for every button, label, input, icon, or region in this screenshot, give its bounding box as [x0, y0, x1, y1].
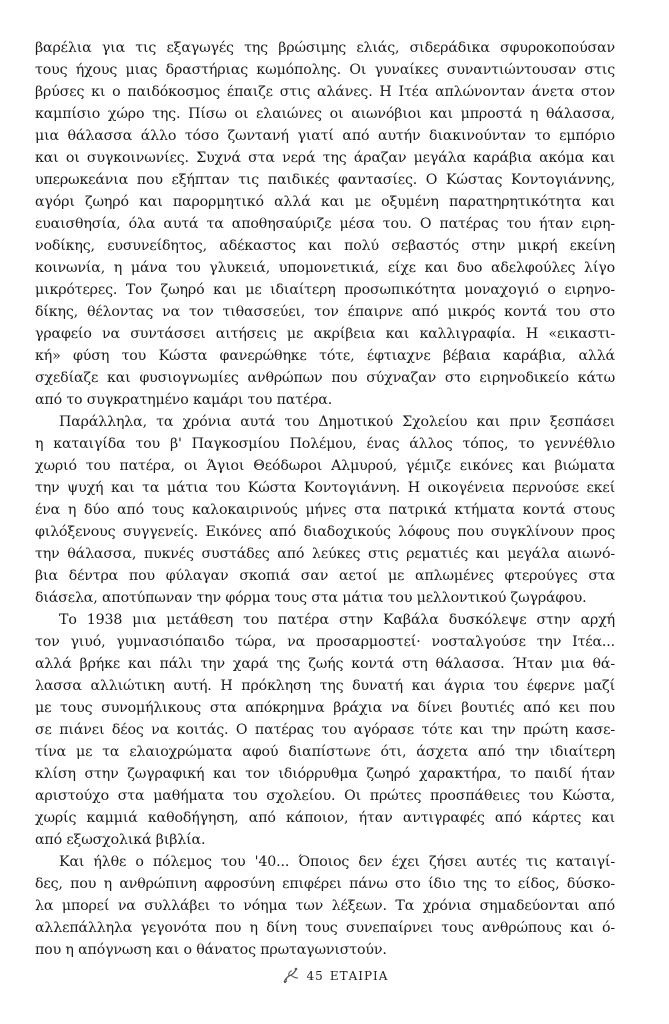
text-line: χωριό του πατέρα, οι Άγιοι Θεόδωροι Αλμυρού, γέμιζε εικόνες και βιώματα: [35, 458, 615, 474]
text-line: νοδίκης, ευσυνείδητος, αδέκαστος και πολύ σεβαστός στην μικρή εκείνη: [35, 238, 615, 254]
text-line: σε πιάνει δέος να κοιτάς. Ο πατέρας του αγόρασε τότε και την πρώτη κασε-: [35, 722, 615, 738]
paragraph-start-line: Και ήλθε ο πόλεμος του '40... Όποιος δεν έχει ζήσει αυτές τις καταιγί-: [59, 854, 615, 870]
text-line: ευαισθησία, όλα αυτά τα αποθησαύριζε μέσα του. Ο πατέρας του ήταν ειρη-: [35, 216, 615, 232]
text-line: μια θάλασσα άλλο τόσο ζωντανή γιατί από αυτήν διακινούνταν το εμπόριο: [35, 128, 615, 144]
text-line: κή» φύση του Κώστα φανερώθηκε τότε, έφτιαχνε βέβαια καράβια, αλλά: [35, 348, 615, 364]
text-line: αριστούχο στα μαθήματα του σχολείου. Οι πρώτες προσπάθειες του Κώστα,: [35, 788, 615, 804]
text-line: κοινωνία, η μάνα του γλυκειά, υπομονετικιά, είχε και δυο αδελφούλες λίγο: [35, 260, 615, 276]
page-number: 45: [306, 969, 324, 983]
text-line: λα μπορεί να συλλάβει το νόημα των λέξεων. Τα χρόνια σημαδεύονται από: [35, 898, 615, 914]
paragraph-end-line: από εξωσχολικά βιβλία.: [35, 832, 206, 848]
page-footer: [0, 966, 669, 986]
text-line: την ψυχή και τα μάτια του Κώστα Κοντογιάννη. Η οικογένεια περνούσε εκεί: [35, 480, 615, 496]
text-line: τίνα με τα ελαιοχρώματα αφού διαπίστωνε ότι, άσχετα από την ιδιαίτερη: [35, 744, 615, 760]
paragraph-end-line: από το συγκρατημένο καμάρι του πατέρα.: [35, 392, 333, 408]
text-line: τον γιυό, γυμνασιόπαιδο τώρα, να προσαρμοστεί· νοσταλγούσε την Ιτέα...: [35, 634, 615, 650]
text-line: δίκης, θέλοντας να τον τιθασσεύει, τον έπαιρνε από μικρός κοντά του στο: [35, 304, 615, 320]
text-line: μικρότερες. Τον ζωηρό και με ιδιαίτερη προσωπικότητα μοναχογιό ο ειρηνο-: [35, 282, 615, 298]
text-line: με τους συνομήλικους στα απόκρημνα βράχια να δίνει βουτιές από κει που: [35, 700, 615, 716]
paragraph-start-line: Παράλληλα, τα χρόνια αυτά του Δημοτικού Σχολείου και πριν ξεσπάσει: [59, 414, 615, 430]
text-line: λασσα αλλιώτικη αυτή. Η πρόκληση της δυνατή και άγρια του έφερνε μαζί: [35, 678, 615, 694]
ornament-icon: [281, 966, 301, 986]
text-line: δες, που η ανθρώπινη αφροσύνη επιφέρει πάνω στο ίδιο της το είδος, δύσκο-: [35, 876, 615, 892]
text-line: η καταιγίδα του β' Παγκοσμίου Πολέμου, ένας άλλος τόπος, το γεννέθλιο: [35, 436, 615, 452]
text-line: αλλεπάλληλα γεγονότα που η δίνη τους συνεπαίρνει τους ανθρώπους και ό-: [35, 920, 615, 936]
text-line: ένα η δύο από τους καλοκαιρινούς μήνες στα πατρικά κτήματα κοντά στους: [35, 502, 615, 518]
text-line: βαρέλια για τις εξαγωγές της βρώσιμης ελιάς, σιδεράδικα σφυροκοπούσαν: [35, 40, 615, 56]
text-line: τους ήχους μιας δραστήριας κωμόπολης. Οι γυναίκες συναντιώντουσαν στις: [35, 62, 615, 78]
text-line: βια δέντρα που φύλαγαν σκοπιά σαν αετοί με απλωμένες φτερούγες στα: [35, 568, 615, 584]
text-line: σχεδίαζε και φυσιογνωμίες ανθρώπων που σύχναζαν στο ειρηνοδικείο κάτω: [35, 370, 615, 386]
paragraph-end-line: διάσελα, αποτύπωναν την φόρμα τους στα μάτια του μελλοντικού ζωγράφου.: [35, 590, 587, 606]
text-line: χωρίς καμμιά καθοδήγηση, από κάποιον, ήταν αντιγραφές από κάρτες και: [35, 810, 615, 826]
text-line: γραφείο να συντάσσει αιτήσεις με ακρίβεια και καλλιγραφία. Η «εικαστι-: [35, 326, 615, 342]
running-footer-title: ΕΤΑΙΡΙΑ: [329, 969, 389, 983]
text-line: υπερωκεάνια που εξήπταν τις παιδικές φαντασίες. Ο Κώστας Κοντογιάννης,: [35, 172, 615, 188]
body-text: [35, 37, 615, 961]
text-line: αγόρι ζωηρό και παρορμητικό αλλά και με οξυμένη παρατηρητικότητα και: [35, 194, 615, 210]
text-line: βρύσες κι ο παιδόκοσμος έπαιζε στις αλάνες. Η Ιτέα απλώνονταν άνετα στον: [35, 84, 615, 100]
paragraph-end-line: που η απόγνωση και ο θάνατος πρωταγωνιστούν.: [35, 942, 387, 958]
text-line: φιλόξενους συγγενείς. Εικόνες από διαδοχικούς λόφους που συγκλίνουν προς: [35, 524, 615, 540]
paragraph-start-line: Το 1938 μια μετάθεση του πατέρα στην Καβάλα δυσκόλεψε στην αρχή: [59, 612, 615, 628]
text-line: αλλά βρήκε και πάλι την χαρά της ζωής κοντά στη θάλασσα. Ήταν μια θά-: [35, 656, 615, 672]
text-line: την θάλασσα, πυκνές συστάδες από λεύκες στις ρεματιές και μεγάλα αιωνό-: [35, 546, 615, 562]
text-line: και οι συγκοινωνίες. Συχνά στα νερά της άραζαν μεγάλα καράβια ακόμα και: [35, 150, 615, 166]
text-line: καμπίσιο χώρο της. Πίσω οι ελαιώνες οι αιωνόβιοι και μπροστά η θάλασσα,: [35, 106, 615, 122]
text-line: κλίση στην ζωγραφική και τον ιδιόρρυθμα ζωηρό χαρακτήρα, το παιδί ήταν: [35, 766, 615, 782]
